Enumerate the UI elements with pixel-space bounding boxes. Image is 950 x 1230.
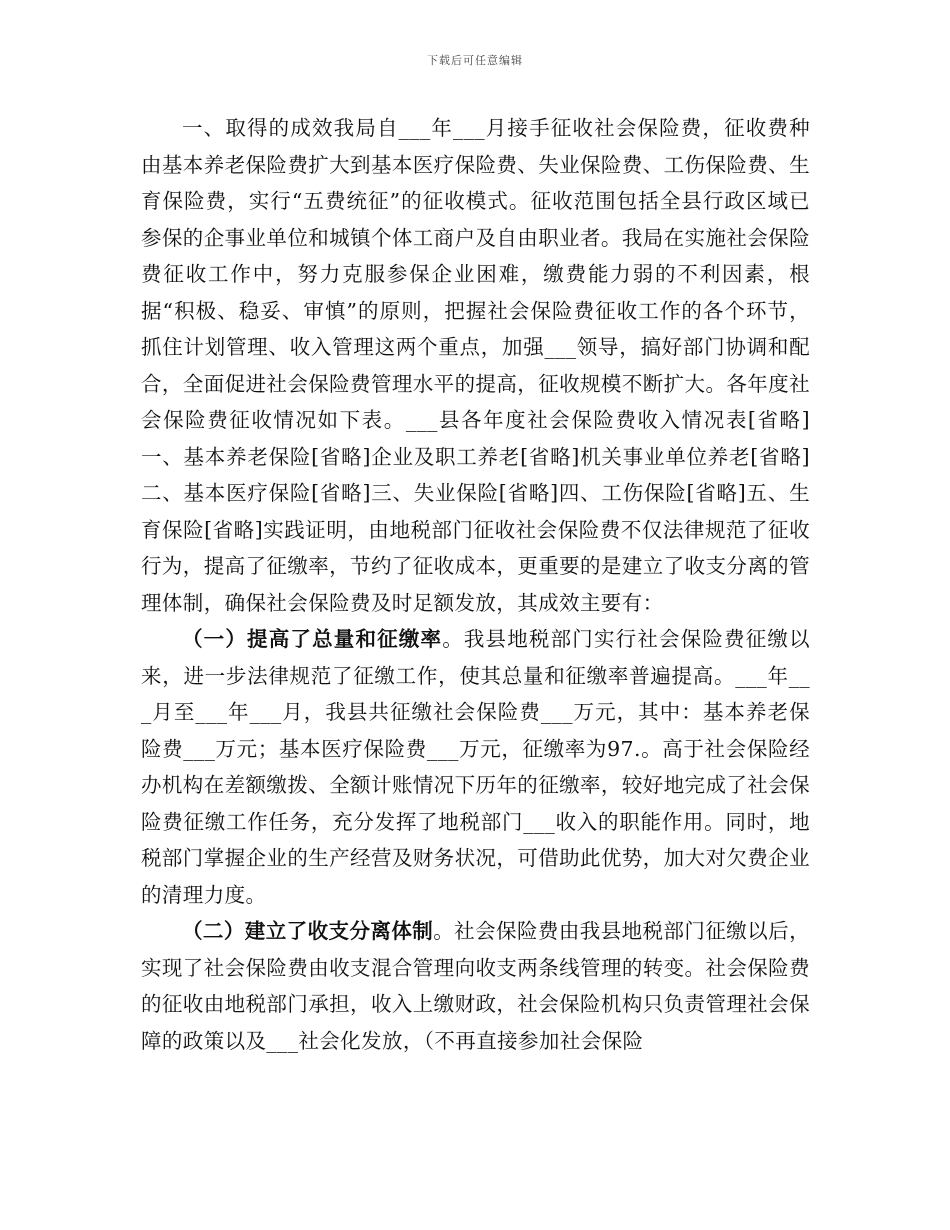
paragraph-text: 。我县地税部门实行社会保险费征缴以来，进一步法律规范了征缴工作，使其总量和征缴率普遍提高。___年___月至___年___月，我县共征缴社会保险费___万元，其中：基本养老保险费___万元；基本医疗保险费___万元，征缴率为97.。高于社会保险经办机构在差额缴拨、全额计账情况下历年的征缴率，较好地完成了社会保险费征缴工作任务，充分发挥了地税部门___收入的职能作用。同时，地税部门掌握企业的生产经营及财务状况，可借助此优势，加大对欠费企业的清理力度。 — [141, 627, 810, 907]
paragraph-achievements — [141, 110, 810, 621]
paragraph-separation-system — [141, 913, 810, 1059]
paragraph-text: 。社会保险费由我县地税部门征缴以后，实现了社会保险费由收支混合管理向收支两条线管理的转变。社会保险费的征收由地税部门承担，收入上缴财政，社会保险机构只负责管理社会保障的政策以及___社会化发放，（不再直接参加社会保险 — [141, 919, 810, 1053]
section-heading: （二）建立了收支分离体制 — [182, 919, 434, 943]
section-heading: （一）提高了总量和征缴率 — [182, 627, 443, 651]
paragraph-text: 一、取得的成效我局自___年___月接手征收社会保险费，征收费种由基本养老保险费扩大到基本医疗保险费、失业保险费、工伤保险费、生育保险费，实行“五费统征”的征收模式。征收范围包括全县行政区域已参保的企事业单位和城镇个体工商户及自由职业者。我局在实施社会保险费征收工作中，努力克服参保企业困难，缴费能力弱的不利因素，根据“积极、稳妥、审慎”的原则，把握社会保险费征收工作的各个环节，抓住计划管理、收入管理这两个重点，加强___领导，搞好部门协调和配合，全面促进社会保险费管理水平的提高，征收规模不断扩大。各年度社会保险费征收情况如下表。___县各年度社会保险费收入情况表[省略]一、基本养老保险[省略]企业及职工养老[省略]机关事业单位养老[省略]二、基本医疗保险[省略]三、失业保险[省略]四、工伤保险[省略]五、生育保险[省略]实践证明，由地税部门征收社会保险费不仅法律规范了征收行为，提高了征缴率，节约了征收成本，更重要的是建立了收支分离的管理体制，确保社会保险费及时足额发放，其成效主要有： — [141, 116, 810, 615]
paragraph-collection-rate — [141, 621, 810, 913]
document-body — [141, 110, 810, 1059]
page-header: 下载后可任意编辑 — [427, 54, 523, 67]
